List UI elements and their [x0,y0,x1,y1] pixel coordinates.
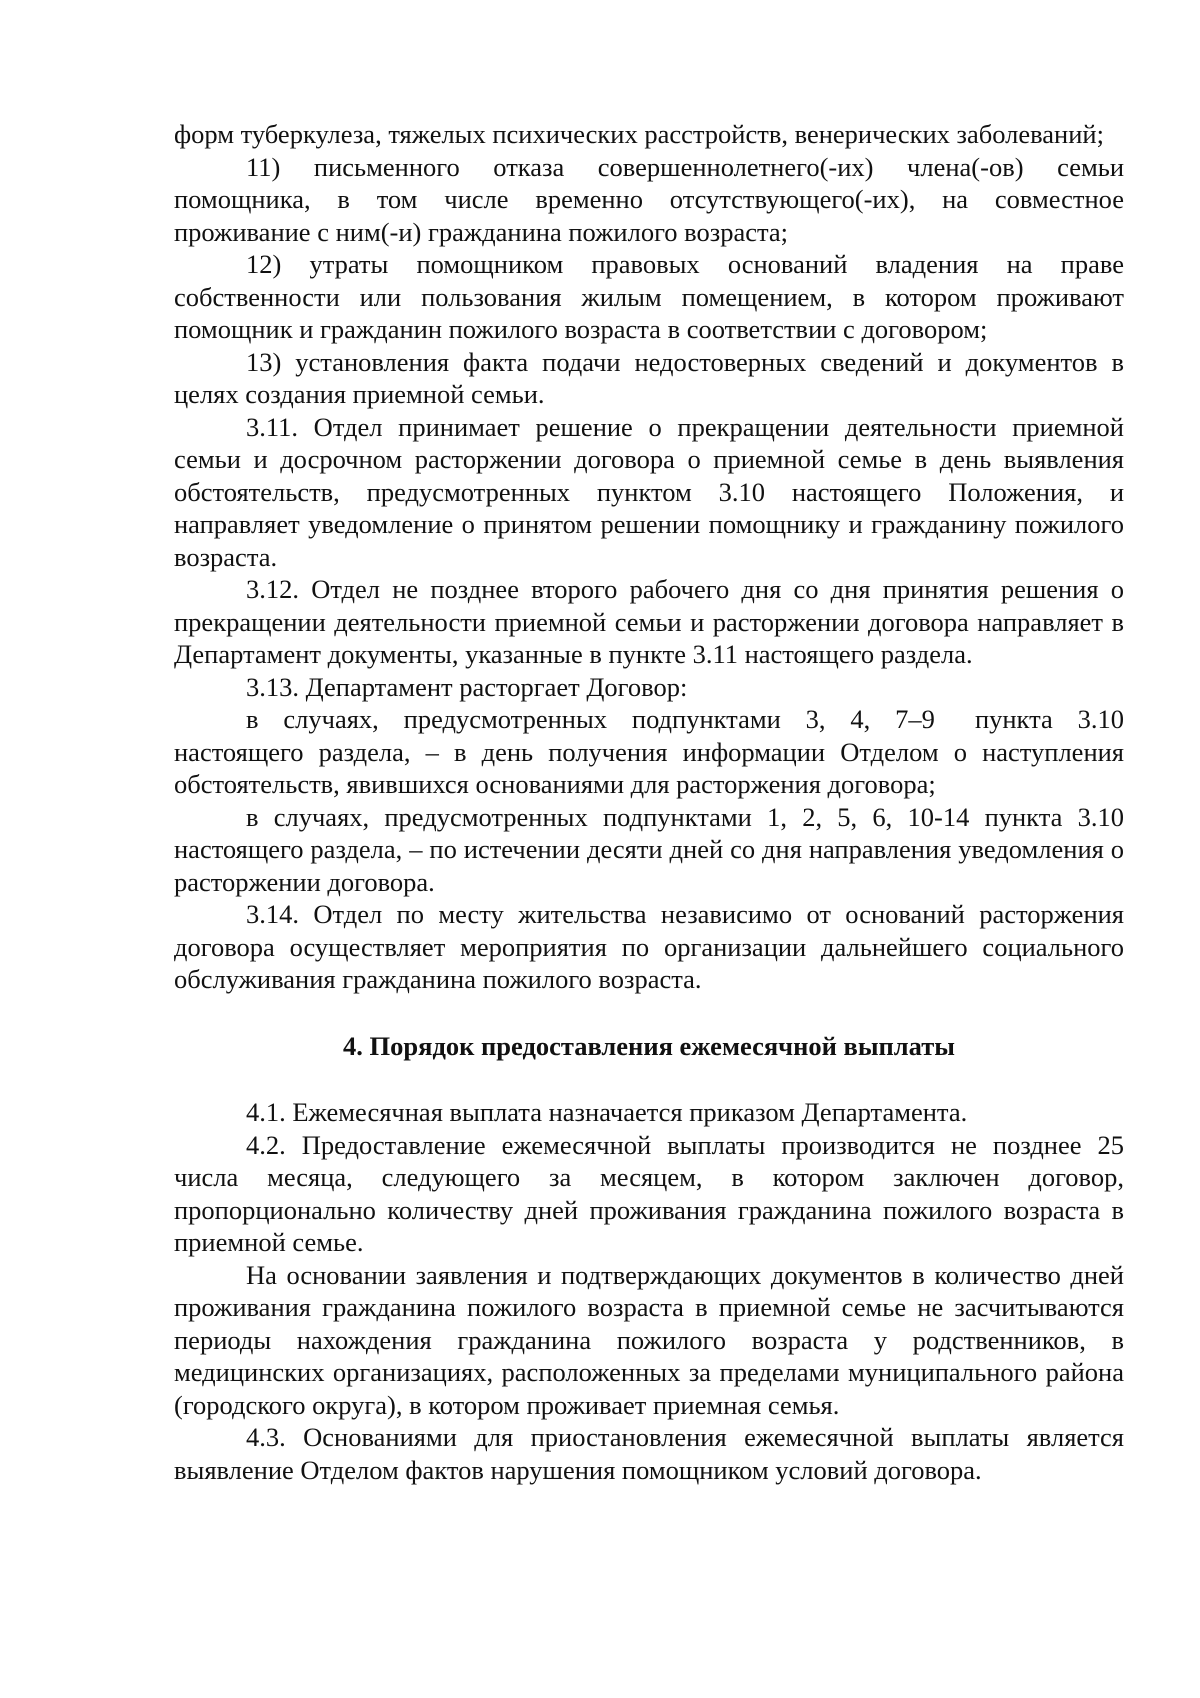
paragraph-4-2-note: На основании заявления и подтверждающих документов в количество дней проживания гражданина пожилого возраста в приемной семье не засчитываются периоды нахождения гражданина пожилого возраста у родственников, в медицинских организациях, расположенных за пределами муниципального района (городского округа), в котором проживает приемная семья. [174,1259,1124,1420]
paragraph-3-11: 3.11. Отдел принимает решение о прекращении деятельности приемной семьи и досрочном расторжении договора о приемной семье в день выявления обстоятельств, предусмотренных пунктом 3.10 настоящего Положения, и направляет уведомление о принятом решении помощнику и гражданину пожилого возраста. [174,411,1124,572]
section-heading: 4. Порядок предоставления ежемесячной выплаты [343,1030,955,1061]
paragraph-3-13-case-2: в случаях, предусмотренных подпунктами 1, 2, 5, 6, 10-14 пункта 3.10 настоящего раздела, – по истечении десяти дней со дня направления уведомления о расторжении договора. [174,801,1124,897]
paragraph-item-12: 12) утраты помощником правовых оснований владения на праве собственности или пользования жилым помещением, в котором проживают помощник и гражданин пожилого возраста в соответствии с договором; [174,249,1124,344]
paragraph-3-13-case-1 [174,703,1124,801]
paragraph-item-13: 13) установления факта подачи недостоверных сведений и документов в целях создания приемной семьи. [174,346,1124,409]
paragraph-item-11: 11) письменного отказа совершеннолетнего(-их) члена(-ов) семьи помощника, в том числе временно отсутствующего(-их), на совместное проживание с ним(-и) гражданина пожилого возраста; [174,151,1124,247]
paragraph-3-13: 3.13. Департамент расторгает Договор: [246,671,688,702]
paragraph-3-13-case-1-start: в случаях, предусмотренных подпунктами 3, 4, 7–9 [246,704,935,734]
paragraph-continuation: форм туберкулеза, тяжелых психических расстройств, венерических заболеваний; [174,119,1104,149]
paragraph-3-13-case-1-end: пункта 3.10 настоящего раздела, – в день получения информации Отделом о наступления обстоятельств, явившихся основаниями для расторжения договора; [174,704,1124,799]
paragraph-4-1: 4.1. Ежемесячная выплата назначается приказом Департамента. [246,1097,968,1127]
paragraph-4-3: 4.3. Основаниями для приостановления ежемесячной выплаты является выявление Отделом фактов нарушения помощником условий договора. [174,1422,1124,1485]
paragraph-4-2: 4.2. Предоставление ежемесячной выплаты производится не позднее 25 числа месяца, следующего за месяцем, в котором заключен договор, пропорционально количеству дней проживания гражданина пожилого возраста в приемной семье. [174,1129,1124,1257]
paragraph-3-14: 3.14. Отдел по месту жительства независимо от оснований расторжения договора осуществляет мероприятия по организации дальнейшего социального обслуживания гражданина пожилого возраста. [174,899,1124,994]
paragraph-3-12: 3.12. Отдел не позднее второго рабочего дня со дня принятия решения о прекращении деятельности приемной семьи и расторжении договора направляет в Департамент документы, указанные в пункте 3.11 настоящего раздела. [174,574,1124,669]
document-page [174,118,1124,1486]
